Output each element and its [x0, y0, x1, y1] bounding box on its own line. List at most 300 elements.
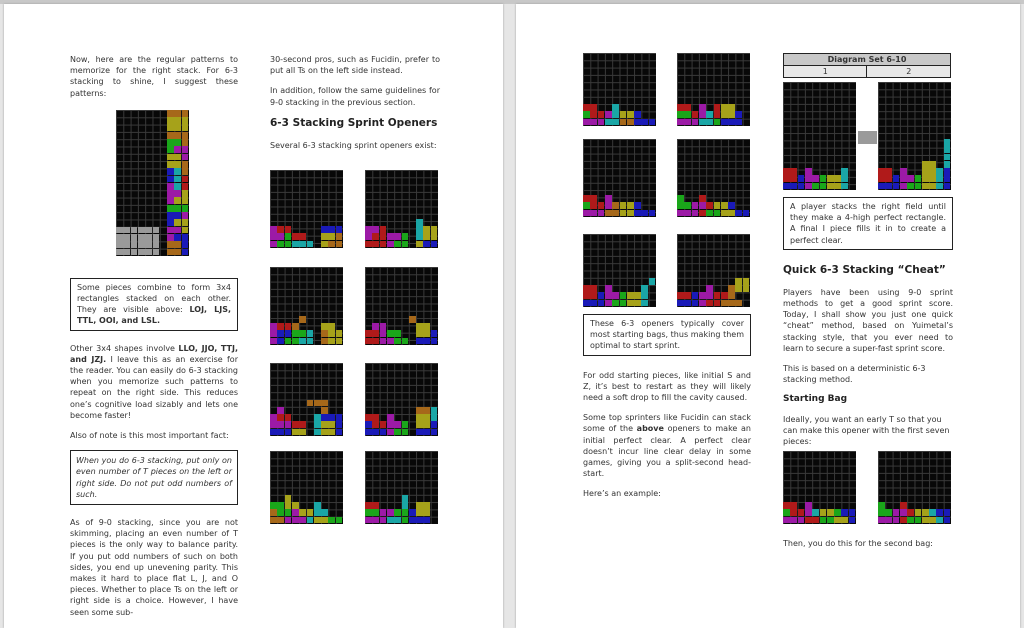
board-cell [402, 233, 409, 240]
page2-left-column [583, 314, 751, 509]
board-cell [805, 502, 812, 509]
board-cell [634, 202, 641, 209]
board-cell [590, 285, 597, 292]
board-cell [714, 104, 721, 111]
board-cell [684, 210, 691, 217]
board-cell [728, 292, 735, 299]
board-cell [900, 502, 907, 509]
board-cell [307, 517, 314, 524]
board-cell [394, 241, 401, 248]
top-sprinters-paragraph: Some top sprinters like Fucidin can stack some of the above openers to make an initial perfect clear. A perfect clear doesn’t incur line clear delay in some games, giving you a split-second head-start. [583, 413, 751, 479]
board-cell [944, 139, 951, 146]
board-cell [365, 429, 372, 436]
board-cell [783, 517, 790, 524]
opener-board-3 [270, 267, 343, 345]
board-cell [328, 241, 335, 248]
board-cell [820, 517, 827, 524]
board-cell [167, 154, 174, 161]
board-cell [380, 421, 387, 428]
board-cell [285, 226, 292, 233]
board-cell [721, 119, 728, 126]
board-cell [394, 330, 401, 337]
board-cell [714, 300, 721, 307]
odd-pieces-paragraph: For odd starting pieces, like initial S and Z, it’s best to restart as they will likely need a soft drop to fill the cavity caused. [583, 370, 751, 403]
board-cell [380, 323, 387, 330]
board-cell [605, 195, 612, 202]
board-cell [365, 226, 372, 233]
board-cell [153, 234, 160, 241]
board-cell [583, 195, 590, 202]
board-cell [116, 249, 123, 256]
opener-board-9 [583, 53, 656, 126]
board-cell [634, 300, 641, 307]
board-cell [907, 183, 914, 190]
board-cell [620, 119, 627, 126]
board-cell [416, 226, 423, 233]
board-cell [583, 111, 590, 118]
board-cell [182, 241, 189, 248]
board-cell [878, 183, 885, 190]
board-cell [944, 154, 951, 161]
board-cell [820, 183, 827, 190]
board-cell [431, 241, 438, 248]
board-cell [285, 429, 292, 436]
board-cell [416, 233, 423, 240]
board-cell [416, 323, 423, 330]
board-cell [292, 429, 299, 436]
board-cell [721, 292, 728, 299]
board-cell [929, 175, 936, 182]
page2-right-text [783, 197, 953, 456]
board-cell [182, 227, 189, 234]
board-cell [721, 300, 728, 307]
board-cell [627, 210, 634, 217]
board-cell [174, 161, 181, 168]
board-cell [423, 509, 430, 516]
board-cell [699, 292, 706, 299]
board-cell [182, 176, 189, 183]
board-cell [372, 509, 379, 516]
board-cell [145, 234, 152, 241]
board-cell [299, 421, 306, 428]
board-cell [431, 330, 438, 337]
board-cell [328, 429, 335, 436]
board-cell [270, 226, 277, 233]
board-cell [728, 300, 735, 307]
board-cell [270, 241, 277, 248]
board-cell [299, 241, 306, 248]
board-cell [878, 168, 885, 175]
board-cell [372, 517, 379, 524]
board-cell [649, 210, 656, 217]
board-cell [174, 168, 181, 175]
board-cell [677, 119, 684, 126]
board-cell [706, 210, 713, 217]
board-cell [900, 517, 907, 524]
board-cell [321, 407, 328, 414]
document-page-1 [4, 4, 503, 628]
board-cell [431, 407, 438, 414]
board-cell [735, 300, 742, 307]
board-cell [138, 234, 145, 241]
board-cell [131, 241, 138, 248]
board-cell [692, 202, 699, 209]
board-cell [692, 300, 699, 307]
board-cell [728, 210, 735, 217]
board-cell [387, 414, 394, 421]
board-cell [714, 119, 721, 126]
page2-right-column [783, 53, 953, 78]
opener-board-1 [270, 170, 343, 248]
board-cell [270, 338, 277, 345]
page1-right-column [270, 54, 440, 160]
board-cell [270, 502, 277, 509]
board-cell [907, 175, 914, 182]
board-cell [677, 104, 684, 111]
board-cell [277, 233, 284, 240]
board-cell [944, 161, 951, 168]
board-cell [116, 234, 123, 241]
diagram-col-2: 2 [867, 66, 951, 78]
board-cell [321, 400, 328, 407]
board-cell [612, 119, 619, 126]
board-cell [409, 509, 416, 516]
board-cell [684, 119, 691, 126]
board-cell [336, 233, 343, 240]
board-cell [328, 338, 335, 345]
board-cell [416, 509, 423, 516]
board-cell [790, 168, 797, 175]
board-cell [182, 154, 189, 161]
board-cell [431, 429, 438, 436]
board-cell [728, 111, 735, 118]
board-cell [721, 202, 728, 209]
board-cell [182, 132, 189, 139]
board-cell [620, 210, 627, 217]
board-cell [277, 509, 284, 516]
board-cell [827, 175, 834, 182]
board-cell [182, 146, 189, 153]
board-cell [798, 509, 805, 516]
board-cell [167, 197, 174, 204]
board-cell [314, 502, 321, 509]
board-cell [583, 285, 590, 292]
board-cell [929, 183, 936, 190]
document-page-2 [516, 4, 1020, 628]
board-cell [365, 330, 372, 337]
board-cell [721, 210, 728, 217]
board-cell [423, 323, 430, 330]
board-cell [834, 509, 841, 516]
board-cell [834, 175, 841, 182]
board-cell [915, 517, 922, 524]
board-cell [423, 407, 430, 414]
board-cell [270, 330, 277, 337]
board-cell [915, 509, 922, 516]
board-cell [431, 338, 438, 345]
board-cell [841, 168, 848, 175]
board-cell [174, 234, 181, 241]
board-cell [182, 190, 189, 197]
board-cell [299, 509, 306, 516]
board-cell [805, 509, 812, 516]
board-cell [182, 205, 189, 212]
board-cell [590, 119, 597, 126]
board-cell [314, 509, 321, 516]
board-cell [423, 226, 430, 233]
board-cell [182, 161, 189, 168]
board-cell [893, 509, 900, 516]
board-cell [138, 241, 145, 248]
board-cell [380, 338, 387, 345]
board-cell [849, 509, 856, 516]
board-cell [878, 517, 885, 524]
board-cell [174, 227, 181, 234]
board-cell [714, 210, 721, 217]
board-cell [270, 429, 277, 436]
board-cell [314, 517, 321, 524]
board-cell [841, 509, 848, 516]
board-cell [721, 104, 728, 111]
board-cell [598, 111, 605, 118]
board-cell [641, 292, 648, 299]
board-cell [174, 132, 181, 139]
board-cell [372, 330, 379, 337]
board-cell [627, 292, 634, 299]
board-cell [583, 210, 590, 217]
board-cell [878, 502, 885, 509]
board-cell [431, 226, 438, 233]
board-cell [922, 183, 929, 190]
board-cell [783, 175, 790, 182]
board-cell [402, 429, 409, 436]
board-cell [620, 111, 627, 118]
board-cell [182, 110, 189, 117]
stack-pattern-figure [70, 108, 238, 270]
board-cell [944, 146, 951, 153]
board-cell [174, 176, 181, 183]
board-cell [798, 175, 805, 182]
board-cell [423, 517, 430, 524]
board-cell [307, 400, 314, 407]
board-cell [812, 517, 819, 524]
board-cell [299, 330, 306, 337]
board-cell [292, 421, 299, 428]
board-cell [805, 175, 812, 182]
board-cell [692, 292, 699, 299]
board-cell [641, 119, 648, 126]
board-cell [944, 183, 951, 190]
board-cell [380, 233, 387, 240]
board-cell [328, 226, 335, 233]
board-cell [285, 517, 292, 524]
board-cell [372, 323, 379, 330]
board-cell [365, 338, 372, 345]
board-cell [677, 210, 684, 217]
board-cell [167, 146, 174, 153]
board-cell [174, 212, 181, 219]
board-cell [380, 517, 387, 524]
board-cell [706, 119, 713, 126]
board-cell [936, 168, 943, 175]
board-cell [299, 338, 306, 345]
section-heading-openers: 6-3 Stacking Sprint Openers [270, 116, 438, 129]
board-cell [423, 414, 430, 421]
board-cell [365, 414, 372, 421]
board-cell [922, 175, 929, 182]
board-cell [380, 509, 387, 516]
board-cell [684, 202, 691, 209]
board-cell [805, 517, 812, 524]
board-cell [321, 421, 328, 428]
board-cell [387, 517, 394, 524]
board-cell [380, 330, 387, 337]
board-cell [174, 241, 181, 248]
board-cell [714, 111, 721, 118]
board-cell [123, 241, 130, 248]
board-cell [409, 316, 416, 323]
intro-paragraph: Now, here are the regular patterns to memorize for the right stack. For 6-3 stacking to shine, I suggest these patterns: [70, 55, 238, 98]
board-cell [174, 154, 181, 161]
board-cell [321, 338, 328, 345]
board-cell [299, 517, 306, 524]
board-cell [605, 111, 612, 118]
board-cell [270, 233, 277, 240]
board-cell [270, 414, 277, 421]
board-cell [174, 124, 181, 131]
board-cell [834, 517, 841, 524]
board-cell [841, 175, 848, 182]
board-cell [277, 414, 284, 421]
board-cell [820, 175, 827, 182]
board-cell [131, 249, 138, 256]
board-cell [684, 111, 691, 118]
board-cell [706, 292, 713, 299]
board-cell [372, 414, 379, 421]
board-cell [372, 226, 379, 233]
board-cell [936, 175, 943, 182]
board-cell [182, 234, 189, 241]
board-cell [394, 233, 401, 240]
board-cell [270, 517, 277, 524]
board-cell [641, 285, 648, 292]
board-cell [684, 300, 691, 307]
board-cell [841, 183, 848, 190]
diagram-title: Diagram Set 6-10 [784, 54, 951, 66]
board-cell [790, 517, 797, 524]
board-cell [365, 421, 372, 428]
board-cell [153, 249, 160, 256]
ideally-paragraph: Ideally, you want an early T so that you can make this opener with the first seven pieces: [783, 414, 950, 447]
board-cell [285, 414, 292, 421]
board-cell [182, 249, 189, 256]
board-cell [328, 421, 335, 428]
board-cell [699, 195, 706, 202]
board-cell [944, 175, 951, 182]
board-cell [900, 509, 907, 516]
board-cell [299, 316, 306, 323]
board-cell [649, 119, 656, 126]
board-cell [583, 202, 590, 209]
board-cell [292, 502, 299, 509]
board-cell [277, 407, 284, 414]
board-cell [116, 241, 123, 248]
board-cell [174, 110, 181, 117]
board-cell [328, 323, 335, 330]
board-cell [936, 509, 943, 516]
board-cell [167, 205, 174, 212]
board-cell [416, 429, 423, 436]
board-cell [677, 202, 684, 209]
board-cell [131, 234, 138, 241]
board-cell [612, 111, 619, 118]
board-cell [929, 509, 936, 516]
board-cell [328, 517, 335, 524]
board-cell [402, 241, 409, 248]
opener-board-8 [365, 451, 438, 524]
also-note-paragraph: Also of note is this most important fact: [70, 431, 229, 441]
board-cell [590, 104, 597, 111]
figure-caption: Some pieces combine to form 3x4 rectangles stacked on each other. They are visible above: LOJ, LJS, TTL, OOI, and LSL. [70, 278, 238, 331]
starting-bag-board-2 [878, 451, 951, 524]
board-cell [735, 119, 742, 126]
opener-board-7 [270, 451, 343, 524]
board-cell [277, 241, 284, 248]
board-cell [292, 241, 299, 248]
board-cell [620, 292, 627, 299]
board-cell [431, 233, 438, 240]
board-cell [885, 175, 892, 182]
board-cell [416, 338, 423, 345]
board-cell [292, 323, 299, 330]
board-cell [116, 227, 123, 234]
board-cell [827, 509, 834, 516]
board-cell [387, 338, 394, 345]
board-cell [885, 509, 892, 516]
board-cell [620, 300, 627, 307]
board-cell [907, 509, 914, 516]
board-cell [783, 168, 790, 175]
page2-right-bottom [783, 538, 953, 558]
board-cell [182, 117, 189, 124]
board-cell [387, 421, 394, 428]
board-cell [641, 300, 648, 307]
board-cell [402, 517, 409, 524]
board-cell [416, 219, 423, 226]
board-cell [692, 119, 699, 126]
board-cell [627, 119, 634, 126]
board-cell [820, 509, 827, 516]
board-cell [423, 421, 430, 428]
opener-board-13 [583, 234, 656, 307]
board-cell [684, 104, 691, 111]
board-cell [321, 241, 328, 248]
board-cell [677, 292, 684, 299]
board-cell [423, 502, 430, 509]
section-heading-cheat: Quick 6-3 Stacking “Cheat” [783, 263, 946, 276]
board-cell [321, 429, 328, 436]
board-cell [735, 278, 742, 285]
board-cell [714, 292, 721, 299]
board-cell [641, 210, 648, 217]
diagram-caption: A player stacks the right field until they make a 4-high perfect rectangle. A final I piece fills it in to create a perfect clear. [783, 197, 953, 250]
board-cell [394, 509, 401, 516]
board-cell [743, 278, 750, 285]
board-cell [174, 249, 181, 256]
board-cell [299, 429, 306, 436]
addition-paragraph: In addition, follow the same guidelines for 9-0 stacking in the previous section. [270, 86, 440, 107]
board-cell [182, 219, 189, 226]
